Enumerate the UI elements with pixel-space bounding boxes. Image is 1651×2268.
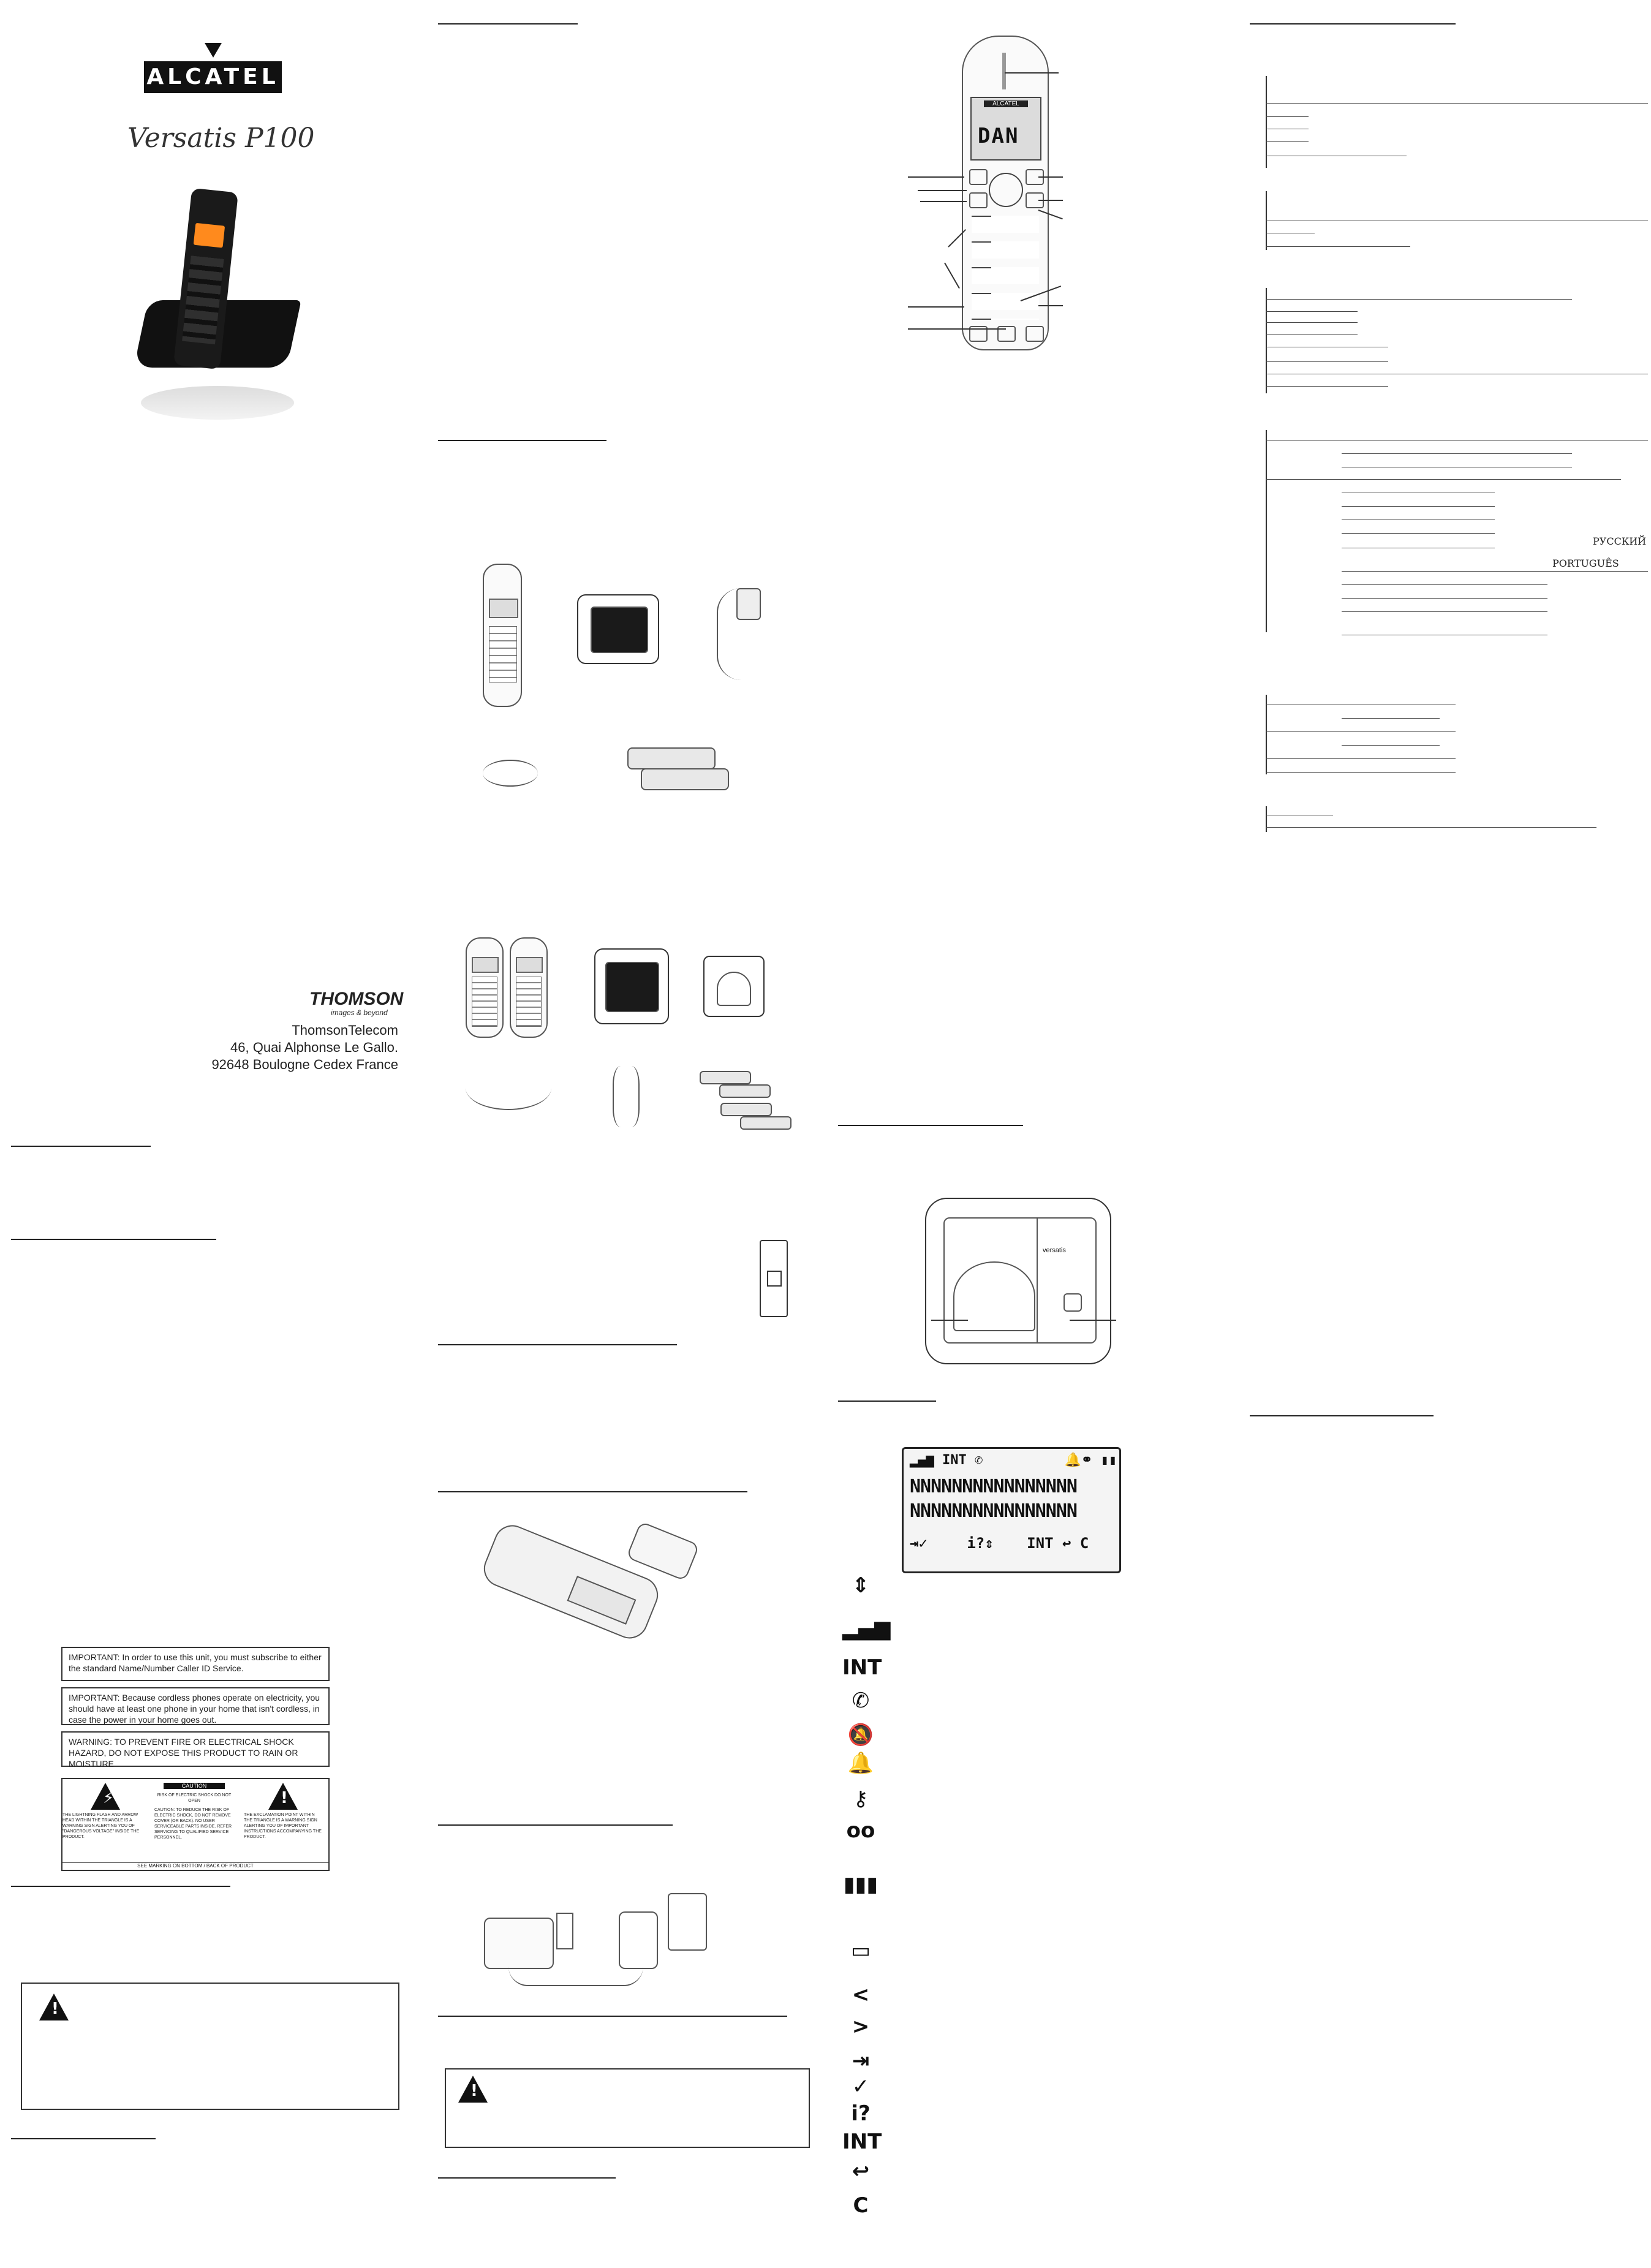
callout-line [944,263,960,289]
section-rule [1250,1415,1434,1416]
model-name: Versatis P100 [127,123,315,154]
section-rule [438,23,578,25]
battery-illustration [740,1116,791,1130]
menu-tree-line [1342,598,1547,599]
section-rule [438,1824,673,1826]
nav-ring[interactable] [989,173,1023,207]
brand-logo: ALCATEL [144,61,282,93]
wall-jack-illustration [760,1240,788,1317]
battery-installation-illustration [484,1525,705,1660]
section-rule [11,2138,156,2139]
up-down-arrows-icon: ⇕ [852,1573,870,1598]
lcd-text: DAN [978,124,1019,148]
notice-text: IMPORTANT: In order to use this unit, you must subscribe to either the standard Name/Number Caller ID Service. [69,1652,322,1673]
menu-tree-line [1266,827,1596,828]
menu-tree-line [1266,246,1410,247]
notice-text: IMPORTANT: Because cordless phones operate on electricity, you should have at least one phone in your home that isn't cordless, in case the power in your home goes out. [69,1693,320,1725]
right-chevron-icon: > [852,2014,870,2039]
phone-cord-illustration [613,1066,640,1127]
warn-symbol: ! [281,1789,288,1807]
callout-line [1038,305,1063,306]
battery-illustration [641,768,729,790]
menu-tree-branch [1266,695,1267,774]
lcd-int-label: INT [1027,1535,1054,1552]
back-clear-icon: ↩ C [1062,1535,1089,1552]
menu-tree-line [1266,386,1388,387]
company-address [208,1022,398,1073]
column-3 [833,0,1250,2268]
menu-tree-line [1266,311,1358,312]
menu-tree-line [1342,506,1495,507]
person-query-icon: i?⇕ [967,1535,994,1552]
lightning-warning-icon: ⚡ [91,1783,120,1810]
language-russian: РУССКИЙ [1593,535,1647,547]
alcatel-logo-triangle-icon [205,43,222,58]
handset-diagram [962,36,1049,350]
lcd-char-row: NNNNNNNNNNNNNNNN [910,1476,1077,1497]
product-photo [135,184,319,441]
base-station-illustration [577,594,659,664]
handset-icon: ✆ [975,1453,983,1468]
battery-illustration [720,1103,772,1116]
menu-tree-line [1266,322,1358,323]
section-rule [838,1125,1023,1126]
section-rule [438,2016,787,2017]
menu-tree-line [1342,533,1495,534]
notice-text: WARNING: TO PREVENT FIRE OR ELECTRICAL SHOCK HAZARD, DO NOT EXPOSE THIS PRODUCT TO RAIN OR MOISTURE [69,1737,298,1769]
charger-illustration [703,956,765,1017]
ringer-off-icon: 🔕 [847,1723,874,1747]
callout-line [1038,200,1063,201]
section-rule [11,1239,216,1240]
menu-tree-branch [1266,76,1267,168]
callout-line [908,328,1006,330]
language-portuguese: PORTUGUÊS [1552,558,1619,569]
lcd-top-row [910,1453,1117,1468]
callout-line [1038,176,1063,178]
left-chevron-icon: < [852,1983,870,2007]
menu-tree-line [1266,141,1309,142]
section-rule [11,1886,230,1887]
menu-tree-line [1266,116,1309,117]
handset-illustration [466,937,504,1038]
battery-illustration [627,747,716,769]
handset-illustration [483,564,522,707]
key-icon: ⚷ [853,1786,869,1811]
power-adapter-illustration [717,588,773,680]
signal-bars-icon: ▂▄▆ [842,1616,891,1641]
caution-box [445,2068,810,2148]
paging-button[interactable] [1064,1293,1082,1312]
warn-symbol: ! [470,2082,478,2100]
keypad[interactable] [972,216,1039,320]
important-notice-1 [61,1647,330,1681]
connection-diagram [484,1893,729,2003]
section-rule [438,1344,677,1345]
bell-icon: 🔔 [847,1751,874,1775]
base-station-illustration [594,948,669,1024]
handset-screen [970,97,1041,161]
menu-tree-line [1342,611,1547,612]
earpiece [1002,53,1006,89]
battery-illustration [700,1071,751,1084]
exclamation-warning-icon [458,2076,488,2103]
enter-icon: ⇥ [852,2049,870,2073]
clear-icon: C [853,2193,869,2218]
base-brand-label: versatis [1043,1247,1066,1254]
voicemail-icon: oo [846,1818,875,1843]
section-rule [11,1146,151,1147]
callout-line [918,190,967,191]
menu-tree-line [1266,758,1456,759]
section-rule [438,2177,616,2179]
address-line: ThomsonTelecom [292,1022,398,1038]
battery-illustration [719,1084,771,1098]
menu-tree-line [1342,745,1440,746]
exclamation-warning-icon [268,1783,298,1810]
caution-sub: RISK OF ELECTRIC SHOCK DO NOT OPEN [157,1793,232,1803]
exclamation-warning-icon [39,1994,69,2020]
callout-line [908,306,964,308]
lcd-bottom-row [910,1535,1089,1552]
check-icon: ✓ [852,2074,870,2099]
callout-line [920,201,967,202]
menu-tree-line [1342,718,1440,719]
menu-tree-branch [1266,430,1267,632]
handset-icon: ✆ [852,1688,870,1713]
status-icons: 🔔⚭ ▮▮ [1064,1453,1117,1468]
section-rule [838,1400,936,1402]
battery-full-icon: ▮▮▮ [843,1872,878,1897]
int2-icon: INT [842,2130,882,2154]
int-icon: INT [842,1655,882,1680]
callout-line [1005,72,1059,74]
lcd-brand: ALCATEL [984,100,1028,107]
column-1 [0,0,417,2268]
phonebook-key[interactable] [1026,326,1044,342]
menu-tree-branch [1266,288,1267,393]
column-4 [1250,0,1651,2268]
callout-line [908,176,964,178]
thomson-tagline: images & beyond [331,1008,388,1017]
menu-tree-line [1266,479,1621,480]
handset-illustration [510,937,548,1038]
menu-tree-line [1266,299,1572,300]
section-rule [1250,23,1456,25]
column-2 [417,0,833,2268]
caution-footer: SEE MARKING ON BOTTOM / BACK OF PRODUCT [62,1862,328,1869]
menu-tree-line [1342,453,1572,454]
warning-notice [61,1731,330,1767]
caution-mid-text: CAUTION: TO REDUCE THE RISK OF ELECTRIC SHOCK, DO NOT REMOVE COVER (OR BACK). NO USER SERVICEABLE PARTS INSIDE. REFER SERVICING TO QUALIFIED SERVICE PERSONNEL. [154,1808,232,1840]
address-line: 46, Quai Alphonse Le Gallo. [230,1040,398,1055]
menu-tree-line [1266,103,1648,104]
caution-right-text: THE EXCLAMATION POINT WITHIN THE TRIANGLE IS A WARNING SIGN ALERTING YOU OF IMPORTANT INSTRUCTIONS ACCOMPANYING THE PRODUCT. [244,1813,322,1839]
section-rule [438,1491,747,1492]
talk-key[interactable] [969,192,988,208]
menu-tree-branch [1266,806,1267,832]
base-top-view [925,1198,1111,1364]
caution-notice [61,1778,330,1871]
warn-symbol: ! [51,2000,59,2018]
menu-tree-line [1266,731,1456,732]
important-notice-2 [61,1687,330,1725]
caution-left-text: THE LIGHTNING FLASH AND ARROW HEAD WITHIN THE TRIANGLE IS A WARNING SIGN ALERTING YOU OF "DANGEROUS VOLTAGE" INSIDE THE PRODUCT. [62,1813,140,1839]
phone-cord-illustration [483,760,538,787]
caution-title: CAUTION [164,1783,225,1789]
callout-line [1070,1320,1116,1321]
section-rule [438,440,606,441]
lcd-icon-panel [902,1447,1121,1573]
lcd-char-row: NNNNNNNNNNNNNNNN [910,1500,1077,1522]
thomson-logo: THOMSON [309,989,404,1009]
menu-tree-line [1342,571,1648,572]
safety-warning-box [21,1983,399,2110]
menu-tree-line [1342,584,1547,585]
enter-icon: ⇥✓ [910,1535,928,1552]
callout-line [931,1320,968,1321]
lcd-int-label: INT [942,1453,967,1468]
power-adapter-illustration [466,1066,551,1110]
battery-empty-icon: ▭ [850,1938,871,1963]
signal-bars-icon: ▂▄▆ [910,1453,934,1468]
menu-ok-key[interactable] [969,169,988,185]
menu-tree-line [1266,772,1456,773]
person-query-icon: i? [851,2101,871,2126]
back-icon: ↩ [852,2159,870,2183]
menu-tree-line [1266,361,1388,362]
address-line: 92648 Boulogne Cedex France [211,1057,398,1072]
